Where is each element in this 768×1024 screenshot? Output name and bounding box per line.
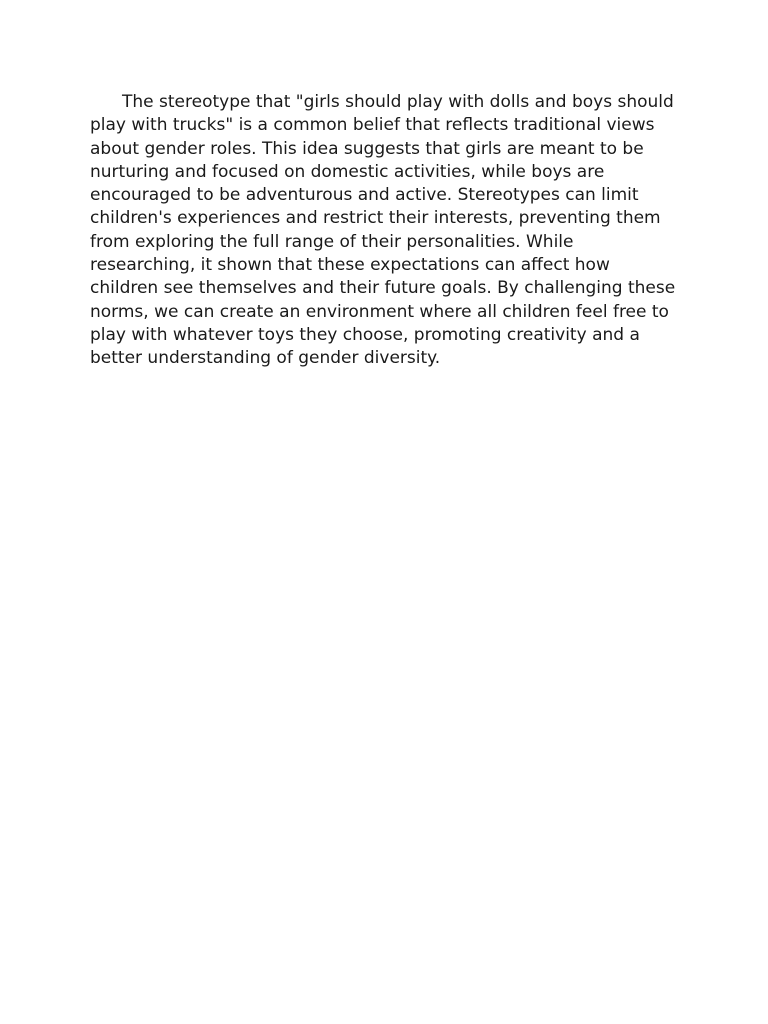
document-body [90,91,680,371]
paragraph-line: researching, it shown that these expectations can affect how [90,255,610,276]
paragraph-line: play with whatever toys they choose, promoting creativity and a [90,324,640,345]
paragraph-line: from exploring the full range of their personalities. While [90,231,574,252]
paragraph-line: children see themselves and their future goals. By challenging these [90,278,676,299]
paragraph-line: The stereotype that "girls should play with dolls and boys should [122,92,674,112]
paragraph-line: play with trucks" is a common belief that reflects traditional views [90,115,655,136]
paragraph-line: children's experiences and restrict their interests, preventing them [90,208,661,229]
paragraph-line: about gender roles. This idea suggests that girls are meant to be [90,138,644,159]
paragraph-line: norms, we can create an environment where all children feel free to [90,301,669,322]
paragraph-line: better understanding of gender diversity. [90,348,441,369]
paragraph-line: encouraged to be adventurous and active. Stereotypes can limit [90,185,639,206]
paragraph [90,91,680,371]
paragraph-line: nurturing and focused on domestic activities, while boys are [90,161,605,182]
